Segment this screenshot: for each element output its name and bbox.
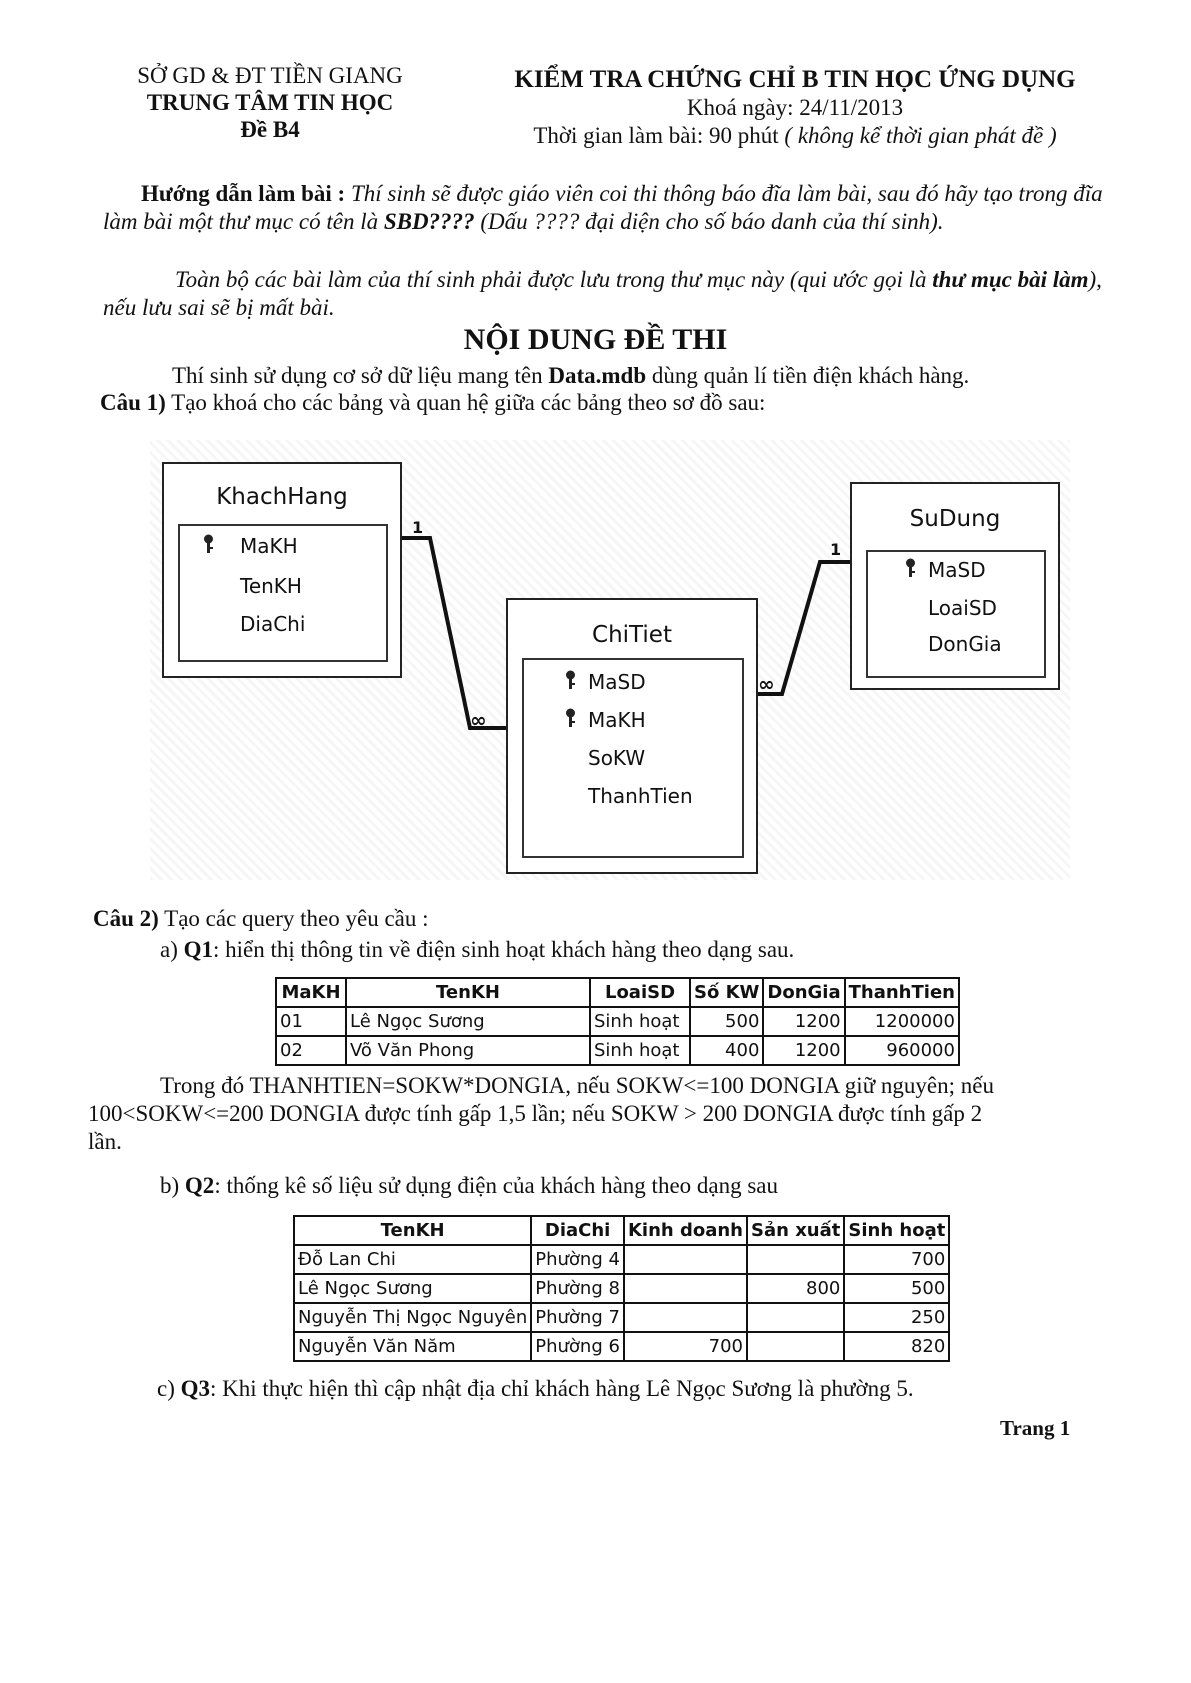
page-number: Trang 1 (1000, 1416, 1071, 1440)
cell: Lê Ngọc Sương (346, 1007, 590, 1036)
exam-code: Đề B4 (240, 117, 300, 142)
center-name: TRUNG TÂM TIN HỌC (146, 90, 394, 115)
q1-table (275, 977, 960, 1066)
field-diachi: DiaChi (240, 612, 306, 636)
field-tenkh: TenKH (240, 574, 302, 598)
table-khachhang-fields (178, 524, 388, 662)
question-1 (100, 390, 765, 416)
query-q2-text: : thống kê số liệu sử dụng điện của khách hàng theo dạng sau (214, 1173, 779, 1198)
q2-col-tenkh: TenKH (294, 1216, 531, 1245)
field-dongia: DonGia (928, 632, 1002, 656)
exam-duration (470, 122, 1120, 150)
cell: 500 (844, 1274, 949, 1303)
guide-text-2: (Dấu ???? đại diện cho số báo danh của thí sinh). (480, 209, 944, 234)
cell: 700 (624, 1332, 747, 1361)
query-q2 (160, 1173, 778, 1199)
question-2 (93, 906, 429, 932)
cell (624, 1245, 747, 1274)
key-icon (564, 670, 577, 690)
cell: 1200000 (845, 1007, 959, 1036)
query-q1-name: Q1 (183, 937, 214, 962)
formula-line-1: Trong đó THANHTIEN=SOKW*DONGIA, nếu SOKW<=100 DONGIA giữ nguyên; nếu (160, 1073, 994, 1098)
department-name: SỞ GD & ĐT TIỀN GIANG (137, 63, 403, 88)
field-makh: MaKH (240, 534, 298, 558)
content-title: NỘI DUNG ĐỀ THI (463, 323, 728, 356)
cell: 250 (844, 1303, 949, 1332)
cell: 1200 (763, 1007, 844, 1036)
table-row (294, 1245, 949, 1274)
cell (747, 1332, 844, 1361)
table-sudung-name: SuDung (909, 506, 1001, 532)
cell: Nguyễn Thị Ngọc Nguyên (294, 1303, 531, 1332)
header-right (470, 66, 1120, 150)
table-chitiet[interactable] (506, 598, 758, 874)
header-left (95, 62, 445, 143)
time-note: ( không kể thời gian phát đề ) (784, 123, 1057, 148)
table-row (294, 1332, 949, 1361)
table-khachhang[interactable] (162, 462, 402, 678)
cell: Nguyễn Văn Năm (294, 1332, 531, 1361)
question-1-text: Tạo khoá cho các bảng và quan hệ giữa các bảng theo sơ đồ sau: (171, 390, 766, 415)
query-q2-name: Q2 (184, 1173, 215, 1198)
cell: 1200 (763, 1036, 844, 1065)
q1-header-row (276, 978, 959, 1007)
cell: 01 (276, 1007, 346, 1036)
q1-col-makh: MaKH (276, 978, 346, 1007)
cell (624, 1303, 747, 1332)
relation-khachhang-chitiet (398, 538, 506, 728)
cell: 700 (844, 1245, 949, 1274)
database-name: Data.mdb (548, 363, 647, 388)
note-text-2: ), nếu lưu sai sẽ bị mất bài. (103, 267, 1102, 320)
q1-col-thanhtien: ThanhTien (845, 978, 959, 1007)
one-label-khachhang: 1 (412, 518, 424, 537)
formula-paragraph (88, 1072, 1118, 1156)
q1-col-loaisd: LoaiSD (590, 978, 690, 1007)
query-q3-prefix: c) (157, 1376, 175, 1401)
query-q3-text: : Khi thực hiện thì cập nhật địa chỉ khách hàng Lê Ngọc Sương là phường 5. (210, 1376, 914, 1401)
cell: Sinh hoạt (590, 1036, 690, 1065)
key-icon (904, 558, 917, 578)
query-q1-text: : hiển thị thông tin về điện sinh hoạt khách hàng theo dạng sau. (213, 937, 795, 962)
table-row (294, 1274, 949, 1303)
cell (747, 1245, 844, 1274)
field-thanhtien: ThanhTien (588, 784, 693, 808)
cell: 820 (844, 1332, 949, 1361)
intro-line (172, 363, 969, 389)
question-2-label: Câu 2) (93, 906, 159, 931)
table-chitiet-fields (522, 658, 744, 858)
guide-paragraph (103, 180, 1133, 236)
many-label-chitiet-right: ∞ (758, 672, 775, 696)
query-q3-name: Q3 (180, 1376, 211, 1401)
table-row (276, 1007, 959, 1036)
q2-col-diachi: DiaChi (531, 1216, 624, 1245)
exam-date: Khoá ngày: 24/11/2013 (686, 95, 904, 120)
field-masd: MaSD (588, 670, 646, 694)
note-text-1: Toàn bộ các bài làm của thí sinh phải được lưu trong thư mục này (qui ước gọi là (175, 267, 927, 292)
field-sokw: SoKW (588, 746, 646, 770)
cell: Phường 7 (531, 1303, 624, 1332)
cell: Phường 4 (531, 1245, 624, 1274)
table-row (276, 1036, 959, 1065)
query-q1 (160, 937, 794, 963)
formula-line-2: 100<SOKW<=200 DONGIA được tính gấp 1,5 lần; nếu SOKW > 200 DONGIA được tính gấp 2 (88, 1101, 983, 1126)
time-label: Thời gian làm bài: 90 phút (533, 123, 779, 148)
q2-col-sanxuat: Sản xuất (747, 1216, 844, 1245)
cell: Phường 6 (531, 1332, 624, 1361)
cell: 960000 (845, 1036, 959, 1065)
cell (747, 1303, 844, 1332)
q2-table (293, 1215, 950, 1362)
q2-col-kinhdoanh: Kinh doanh (624, 1216, 747, 1245)
field-makh: MaKH (588, 708, 646, 732)
intro-text-1: Thí sinh sử dụng cơ sở dữ liệu mang tên (172, 363, 543, 388)
cell: 400 (690, 1036, 763, 1065)
cell: Sinh hoạt (590, 1007, 690, 1036)
cell: 800 (747, 1274, 844, 1303)
query-q1-prefix: a) (160, 937, 178, 962)
query-q3 (157, 1376, 914, 1402)
cell: Võ Văn Phong (346, 1036, 590, 1065)
question-1-label: Câu 1) (100, 390, 166, 415)
intro-text-2: dùng quản lí tiền điện khách hàng. (651, 363, 970, 388)
exam-title: KIỂM TRA CHỨNG CHỈ B TIN HỌC ỨNG DỤNG (514, 66, 1076, 93)
q2-col-sinhhoat: Sinh hoạt (844, 1216, 949, 1245)
many-label-chitiet-left: ∞ (470, 708, 487, 732)
table-sudung[interactable] (850, 482, 1060, 690)
cell: 500 (690, 1007, 763, 1036)
q1-col-tenkh: TenKH (346, 978, 590, 1007)
guide-text-1: Thí sinh sẽ được giáo viên coi thi thông báo đĩa làm bài, sau đó hãy tạo trong đĩa làm bài một thư mục có tên là (103, 181, 1103, 234)
query-q2-prefix: b) (160, 1173, 180, 1198)
guide-label: Hướng dẫn làm bài : (141, 181, 346, 206)
cell (624, 1274, 747, 1303)
table-khachhang-name: KhachHang (216, 484, 348, 510)
one-label-sudung: 1 (830, 540, 842, 559)
field-masd: MaSD (928, 558, 986, 582)
table-sudung-fields (866, 550, 1046, 678)
question-2-text: Tạo các query theo yêu cầu : (164, 906, 429, 931)
folder-name: SBD???? (383, 209, 475, 234)
cell: Đỗ Lan Chi (294, 1245, 531, 1274)
note-paragraph (103, 266, 1133, 322)
table-chitiet-name: ChiTiet (592, 622, 672, 648)
cell: Lê Ngọc Sương (294, 1274, 531, 1303)
key-icon (564, 708, 577, 728)
cell: Phường 8 (531, 1274, 624, 1303)
table-row (294, 1303, 949, 1332)
field-loaisd: LoaiSD (928, 596, 997, 620)
cell: 02 (276, 1036, 346, 1065)
relationship-diagram (150, 440, 1070, 880)
note-bold: thư mục bài làm (932, 267, 1089, 292)
q1-col-sokw: Số KW (690, 978, 763, 1007)
key-icon (202, 534, 215, 554)
q2-header-row (294, 1216, 949, 1245)
q1-col-dongia: DonGia (763, 978, 844, 1007)
formula-line-3: lần. (88, 1129, 122, 1154)
